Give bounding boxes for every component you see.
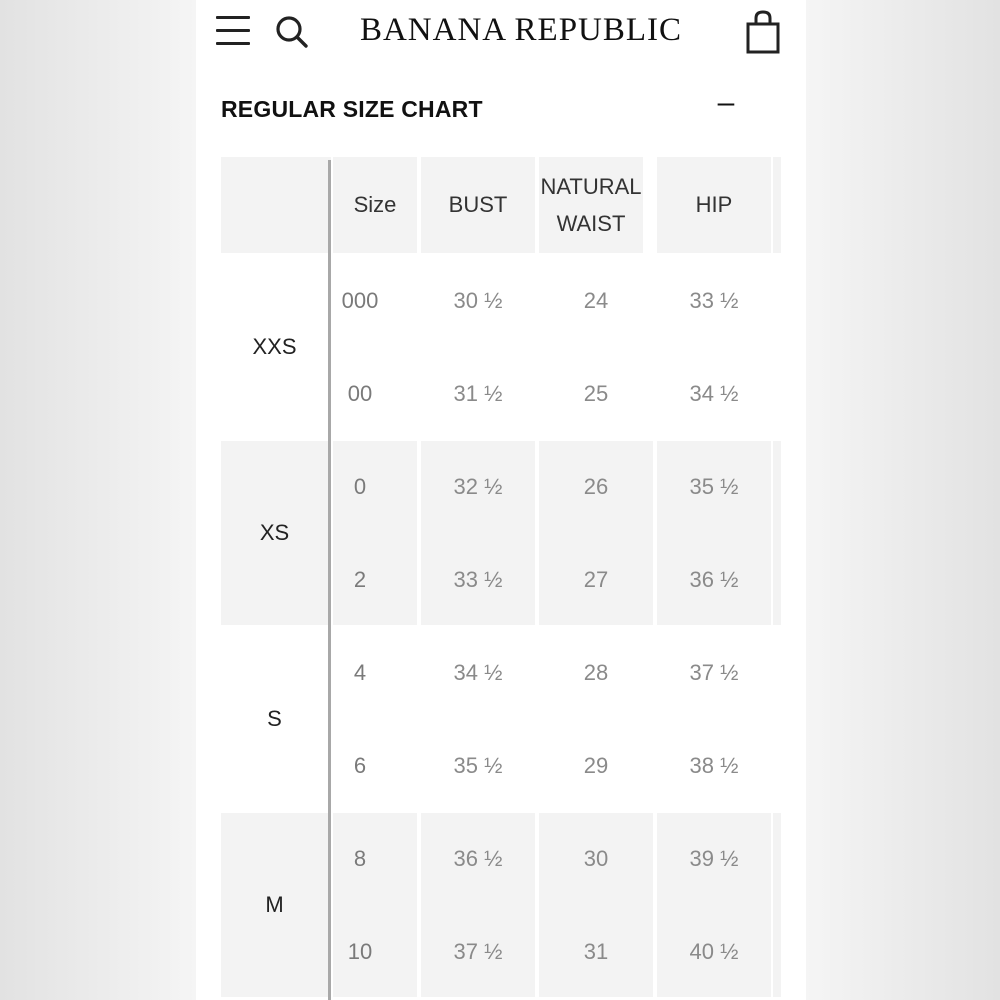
top-navigation-bar	[196, 0, 806, 70]
waist-measurement: 25	[583, 381, 609, 406]
column-shade	[539, 813, 653, 997]
hip-measurement: 35 ½	[689, 474, 739, 499]
collapse-toggle-button[interactable]: –	[717, 86, 735, 119]
size-group-label: XXS	[252, 334, 297, 359]
column-shade	[539, 441, 653, 625]
size-chart-table	[221, 157, 781, 1000]
hip-measurement: 40 ½	[689, 939, 739, 964]
column-header: BUST	[421, 157, 535, 253]
size-number: 2	[353, 567, 367, 592]
column-shade	[657, 813, 771, 997]
size-number: 6	[353, 753, 367, 778]
size-number: 000	[341, 288, 379, 313]
column-header	[221, 157, 331, 253]
hip-measurement: 36 ½	[689, 567, 739, 592]
bust-measurement: 37 ½	[453, 939, 503, 964]
waist-measurement: 28	[583, 660, 609, 685]
brand-logo[interactable]: BANANA REPUBLIC	[359, 12, 683, 48]
waist-measurement: 30	[583, 846, 609, 871]
size-number: 00	[347, 381, 373, 406]
column-shade	[333, 813, 417, 997]
waist-measurement: 29	[583, 753, 609, 778]
hip-measurement: 34 ½	[689, 381, 739, 406]
waist-measurement: 24	[583, 288, 609, 313]
size-chart-title: REGULAR SIZE CHART	[221, 96, 483, 122]
bust-measurement: 36 ½	[453, 846, 503, 871]
hamburger-menu-icon[interactable]	[216, 16, 250, 46]
shopping-bag-icon[interactable]	[746, 10, 780, 54]
column-header: HIP	[657, 157, 771, 253]
bust-measurement: 30 ½	[453, 288, 503, 313]
page-background-left	[0, 0, 196, 1000]
column-header: Size	[333, 157, 417, 253]
column-shade	[657, 441, 771, 625]
size-group-label: S	[267, 706, 282, 731]
waist-measurement: 27	[583, 567, 609, 592]
size-group-label: M	[265, 892, 284, 917]
bust-measurement: 34 ½	[453, 660, 503, 685]
column-divider	[328, 160, 331, 1000]
size-number: 0	[353, 474, 367, 499]
column-shade	[333, 441, 417, 625]
hip-measurement: 37 ½	[689, 660, 739, 685]
waist-measurement: 31	[583, 939, 609, 964]
size-group-label: XS	[259, 520, 290, 545]
bust-measurement: 33 ½	[453, 567, 503, 592]
partial-column-shade	[773, 441, 781, 625]
bust-measurement: 32 ½	[453, 474, 503, 499]
size-number: 10	[347, 939, 373, 964]
search-icon[interactable]	[274, 14, 310, 50]
mobile-page	[196, 0, 806, 1000]
hip-measurement: 38 ½	[689, 753, 739, 778]
partial-column-header	[773, 157, 781, 253]
size-number: 4	[353, 660, 367, 685]
partial-column-shade	[773, 813, 781, 997]
bust-measurement: 35 ½	[453, 753, 503, 778]
column-header: NATURAL WAIST	[539, 157, 643, 253]
hip-measurement: 33 ½	[689, 288, 739, 313]
waist-measurement: 26	[583, 474, 609, 499]
column-shade	[421, 813, 535, 997]
column-shade	[421, 441, 535, 625]
page-background-right	[806, 0, 1000, 1000]
hip-measurement: 39 ½	[689, 846, 739, 871]
bust-measurement: 31 ½	[453, 381, 503, 406]
size-number: 8	[353, 846, 367, 871]
